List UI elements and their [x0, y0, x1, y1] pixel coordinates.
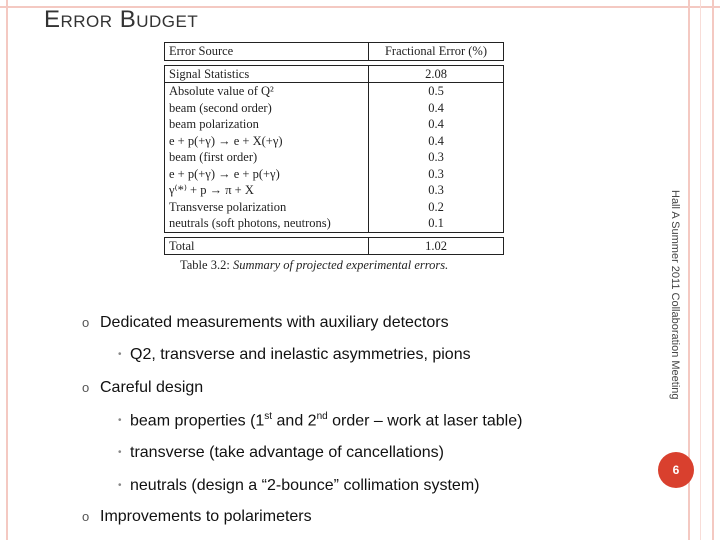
bullet-text-c: order – work at laser table): [327, 412, 523, 430]
row-value: 0.3: [369, 166, 504, 183]
bullet-text: Careful design: [100, 379, 204, 396]
superscript-st: st: [264, 411, 273, 422]
frame-line-right-thin: [700, 0, 701, 540]
row-label: beam polarization: [165, 116, 369, 133]
row-value: 0.3: [369, 182, 504, 199]
row-label: e + p(+γ) → e + X(+γ): [165, 133, 369, 150]
row-label: Signal Statistics: [165, 65, 369, 83]
meeting-side-text: Hall A Summer 2011 Collaboration Meeting: [669, 190, 681, 400]
total-value: 1.02: [369, 237, 504, 255]
bullet-marker: o: [82, 315, 90, 330]
superscript-nd: nd: [316, 411, 328, 422]
table-row: [165, 215, 504, 232]
page-number-badge: 6: [658, 452, 694, 488]
error-budget-table: [164, 42, 504, 255]
bullet-text: transverse (take advantage of cancellations): [130, 444, 444, 461]
table-row: [165, 100, 504, 117]
row-value: 0.4: [369, 116, 504, 133]
row-value: 0.1: [369, 215, 504, 232]
row-value: 0.2: [369, 199, 504, 216]
header-error-source: Error Source: [165, 43, 369, 61]
sub-bullet-marker: •: [118, 480, 122, 491]
caption-text: Summary of projected experimental errors.: [232, 258, 449, 272]
bullet-text: Dedicated measurements with auxiliary detectors: [100, 314, 449, 331]
row-value: 0.5: [369, 83, 504, 100]
caption-label: Table 3.2:: [180, 258, 230, 272]
table-row: [165, 182, 504, 199]
row-label: beam (second order): [165, 100, 369, 117]
row-label: Absolute value of Q²: [165, 83, 369, 100]
row-value: 2.08: [369, 65, 504, 83]
frame-line-left: [6, 0, 8, 540]
sub-bullet-q2: [118, 346, 471, 364]
bullet-careful-design: [82, 379, 203, 397]
sub-bullet-marker: •: [118, 349, 122, 360]
table-row: [165, 149, 504, 166]
bullet-marker: o: [82, 380, 90, 395]
table-row: [165, 65, 504, 83]
row-label: e + p(+γ) → e + p(+γ): [165, 166, 369, 183]
row-value: 0.4: [369, 100, 504, 117]
frame-line-right-outer: [712, 0, 714, 540]
bullet-marker: o: [82, 509, 90, 524]
sub-bullet-marker: •: [118, 447, 122, 458]
bullet-text-a: beam properties (1: [130, 412, 265, 430]
row-value: 0.3: [369, 149, 504, 166]
row-label: Transverse polarization: [165, 199, 369, 216]
row-label: beam (first order): [165, 149, 369, 166]
table-row: [165, 83, 504, 100]
bullet-text-b: and 2: [272, 412, 317, 430]
header-fractional-error: Fractional Error (%): [369, 43, 504, 61]
table-row: [165, 199, 504, 216]
total-label: Total: [165, 237, 369, 255]
bullet-text: Q2, transverse and inelastic asymmetries, pions: [130, 346, 471, 363]
sub-bullet-transverse: [118, 444, 444, 462]
sub-bullet-beam-properties: [118, 411, 522, 430]
sub-bullet-marker: •: [118, 415, 122, 427]
table-header-row: [165, 43, 504, 61]
row-label: γ⁽*⁾ + p → π + X: [165, 182, 369, 199]
table-row: [165, 116, 504, 133]
bullet-dedicated-measurements: [82, 314, 449, 332]
table-total-row: [165, 237, 504, 255]
row-label: neutrals (soft photons, neutrons): [165, 215, 369, 232]
row-value: 0.4: [369, 133, 504, 150]
table-row: [165, 133, 504, 150]
bullet-text: neutrals (design a “2-bounce” collimation system): [130, 477, 480, 494]
sub-bullet-neutrals: [118, 477, 479, 495]
slide-title: Error Budget: [44, 6, 199, 33]
bullet-polarimeters: [82, 508, 312, 526]
table-row: [165, 166, 504, 183]
table-caption: [180, 258, 448, 273]
bullet-text: Improvements to polarimeters: [100, 508, 312, 525]
